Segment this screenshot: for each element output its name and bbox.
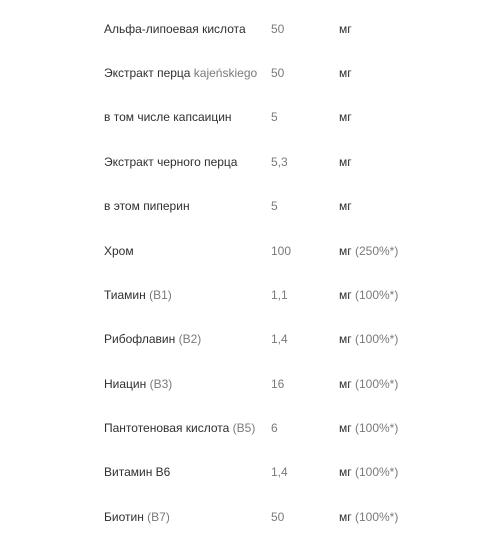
ingredient-amount: 1,1 <box>271 287 288 302</box>
ingredient-unit: мг <box>339 21 352 36</box>
ingredient-amount: 50 <box>271 65 285 80</box>
table-row <box>0 184 500 228</box>
ingredient-name: Витамин B6 <box>104 465 171 480</box>
table-row <box>0 95 500 139</box>
ingredient-unit: мг (250%*) <box>339 243 399 258</box>
ingredient-name: Биотин (B7) <box>104 509 170 524</box>
ingredient-amount: 5 <box>271 110 278 125</box>
table-row <box>0 450 500 494</box>
ingredient-name: Хром <box>104 243 134 258</box>
ingredient-name: Ниацин (B3) <box>104 376 173 391</box>
ingredient-amount: 50 <box>271 21 285 36</box>
ingredient-unit: мг <box>339 154 352 169</box>
ingredient-name: Экстракт перца kajeńskiego <box>104 65 258 80</box>
table-row <box>0 140 500 184</box>
ingredient-unit: мг (100%*) <box>339 465 399 480</box>
ingredient-name: Альфа-липоевая кислота <box>104 21 246 36</box>
ingredient-name: в том числе капсаицин <box>104 110 232 125</box>
ingredient-unit: мг (100%*) <box>339 509 399 524</box>
table-row <box>0 362 500 406</box>
ingredient-unit: мг (100%*) <box>339 376 399 391</box>
ingredient-unit: мг <box>339 110 352 125</box>
ingredient-name: Экстракт черного перца <box>104 154 238 169</box>
ingredient-amount: 6 <box>271 421 278 436</box>
table-row <box>0 406 500 450</box>
ingredient-name: Пантотеновая кислота (B5) <box>104 421 256 436</box>
ingredient-amount: 5,3 <box>271 154 288 169</box>
ingredient-unit: мг (100%*) <box>339 332 399 347</box>
ingredient-name: Рибофлавин (B2) <box>104 332 202 347</box>
table-row <box>0 273 500 317</box>
ingredient-amount: 5 <box>271 199 278 214</box>
ingredient-amount: 50 <box>271 509 285 524</box>
table-row <box>0 495 500 539</box>
ingredient-amount: 16 <box>271 376 285 391</box>
table-row <box>0 6 500 50</box>
table-row <box>0 317 500 361</box>
ingredient-name: Тиамин (B1) <box>104 287 172 302</box>
table-row <box>0 51 500 95</box>
ingredient-amount: 1,4 <box>271 465 288 480</box>
ingredient-unit: мг <box>339 65 352 80</box>
ingredient-amount: 100 <box>271 243 292 258</box>
ingredient-name: в этом пиперин <box>104 199 190 214</box>
ingredient-unit: мг (100%*) <box>339 421 399 436</box>
ingredient-unit: мг (100%*) <box>339 287 399 302</box>
ingredient-amount: 1,4 <box>271 332 288 347</box>
table-row <box>0 228 500 272</box>
ingredient-unit: мг <box>339 199 352 214</box>
